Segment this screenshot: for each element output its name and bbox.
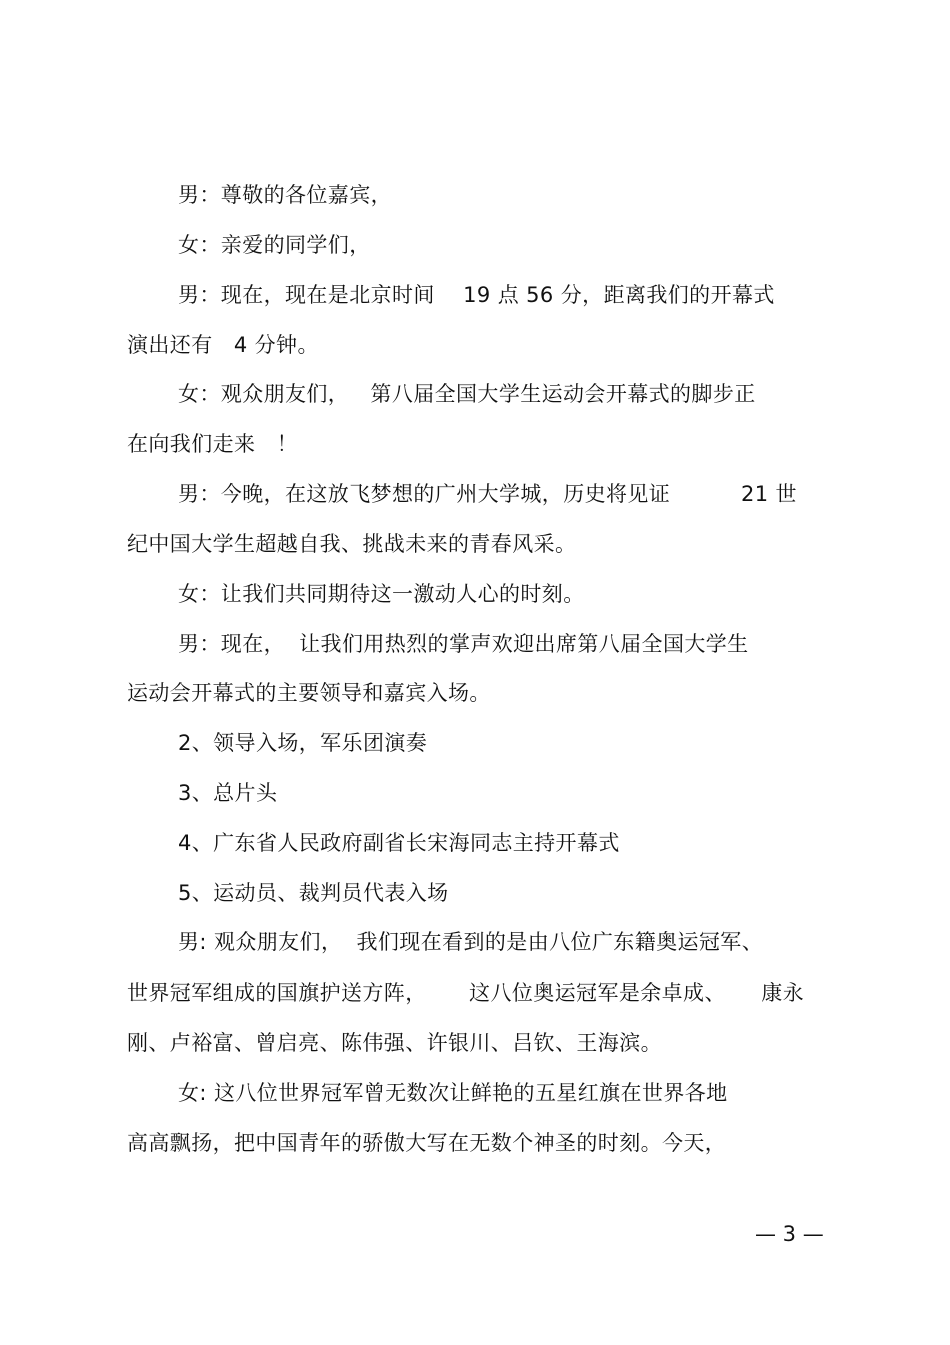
script-line: 运动会开幕式的主要领导和嘉宾入场。: [127, 681, 491, 705]
script-line: 男：今晚，在这放飞梦想的广州大学城，历史将见证 21 世: [178, 482, 797, 506]
program-item: 3、总片头: [178, 781, 278, 805]
script-line: 女：亲爱的同学们，: [178, 233, 371, 257]
program-item: 2、领导入场，军乐团演奏: [178, 731, 428, 755]
script-line: 男：现在， 让我们用热烈的掌声欢迎出席第八届全国大学生: [178, 632, 749, 656]
script-line: 世界冠军组成的国旗护送方阵， 这八位奥运冠军是余卓成、 康永: [127, 981, 805, 1005]
script-line: 高高飘扬，把中国青年的骄傲大写在无数个神圣的时刻。今天，: [127, 1131, 727, 1155]
program-item: 4、广东省人民政府副省长宋海同志主持开幕式: [178, 831, 620, 855]
script-line: 女：让我们共同期待这一激动人心的时刻。: [178, 582, 585, 606]
script-line: 在向我们走来 ！: [127, 432, 299, 456]
script-line: 纪中国大学生超越自我、挑战未来的青春风采。: [127, 532, 577, 556]
program-item: 5、运动员、裁判员代表入场: [178, 881, 449, 905]
page-number: — 3 —: [755, 1222, 824, 1246]
script-line: 刚、卢裕富、曾启亮、陈伟强、许银川、吕钦、王海滨。: [127, 1031, 662, 1055]
script-line: 男: 观众朋友们， 我们现在看到的是由八位广东籍奥运冠军、: [178, 930, 764, 954]
script-line: 男：尊敬的各位嘉宾，: [178, 183, 392, 207]
script-line: 男：现在，现在是北京时间 19 点 56 分，距离我们的开幕式: [178, 283, 775, 307]
script-line: 女: 这八位世界冠军曾无数次让鲜艳的五星红旗在世界各地: [178, 1081, 728, 1105]
script-line: 女：观众朋友们， 第八届全国大学生运动会开幕式的脚步正: [178, 382, 756, 406]
script-line: 演出还有 4 分钟。: [127, 333, 319, 357]
